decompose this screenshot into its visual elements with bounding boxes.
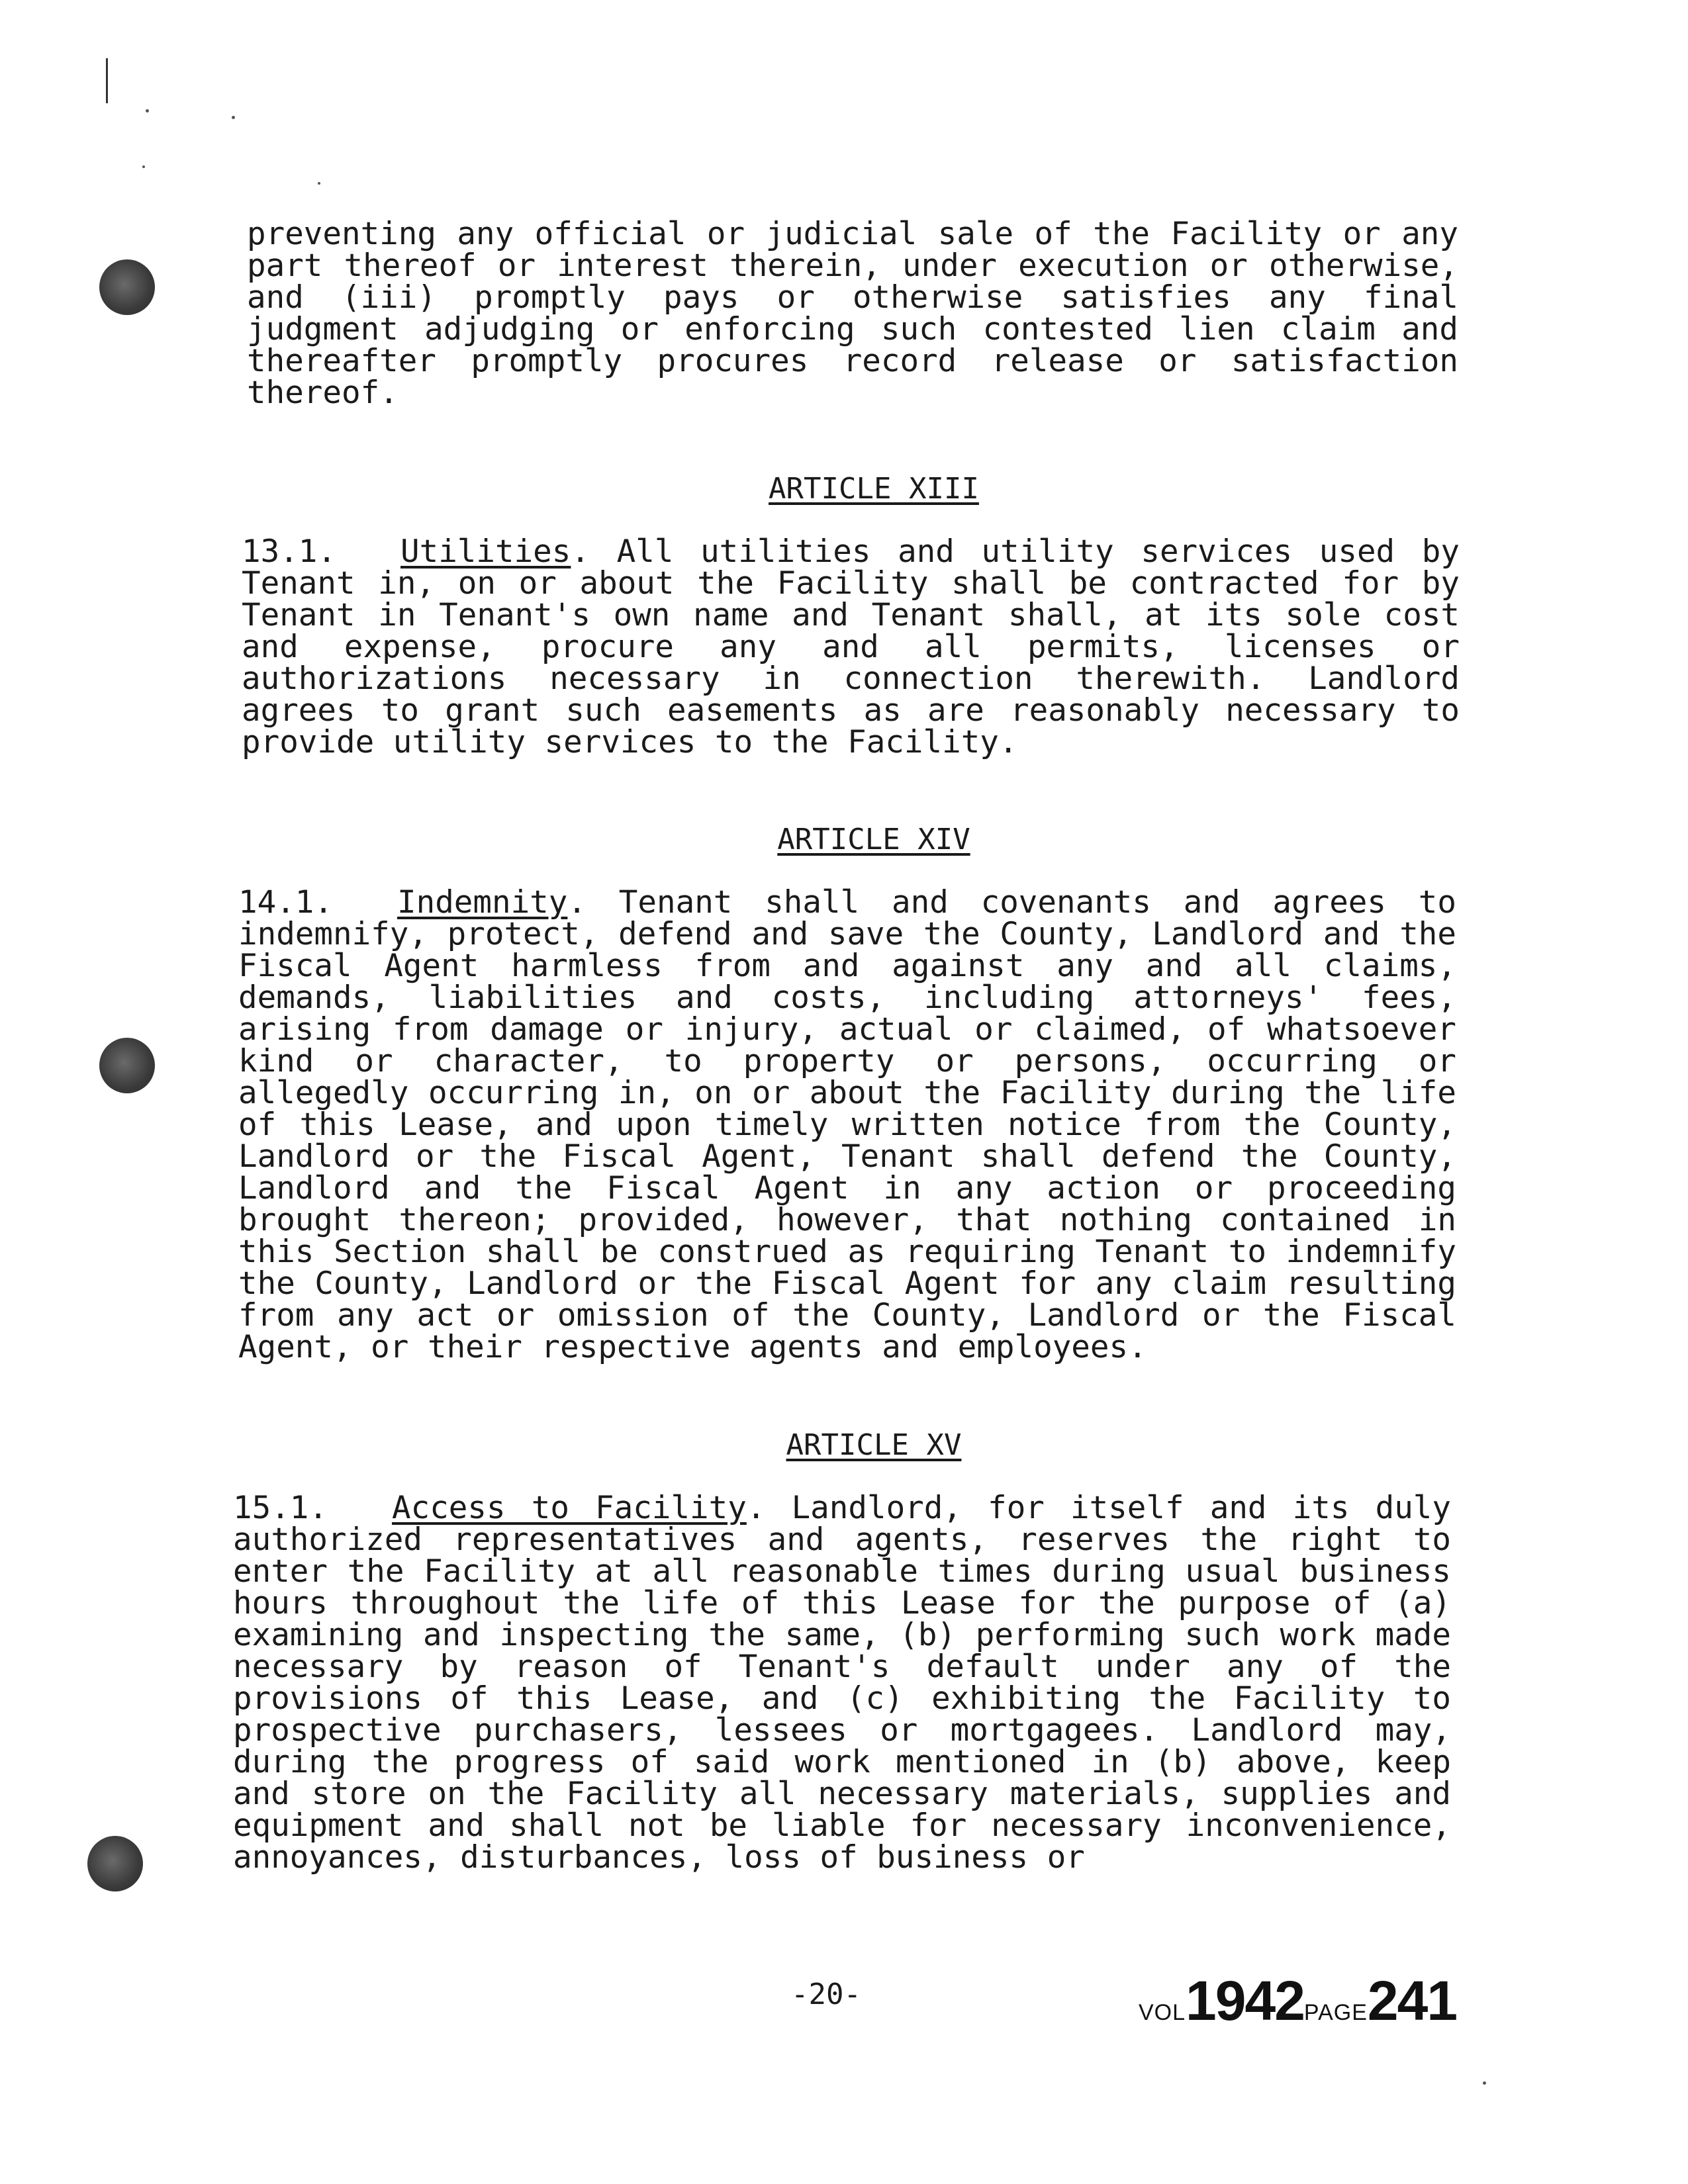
scan-speck: [1483, 2081, 1486, 2085]
section-number: 13.1.: [242, 533, 336, 570]
article-heading: [0, 824, 1688, 856]
article-heading-text: ARTICLE XV: [786, 1428, 962, 1462]
stamp-page-label: PAGE: [1303, 2000, 1368, 2025]
scan-speck: [318, 182, 320, 185]
section-body: . All utilities and utility services used by Tenant in, on or about the Facility shall be contracted for by Tenant in Tenant's own name and Tenant shall, at its sole cost and expense, procure any and all permits, licenses or authorizations necessary in connection therewith. Landlord agrees to grant such easements as are reasonably necessary to provide utility services to the Facility.: [242, 533, 1460, 760]
section-title: Access to Facility: [392, 1490, 747, 1526]
page-number: -20-: [791, 1978, 861, 2011]
section-title: Utilities: [400, 533, 571, 570]
stamp-page-number: 241: [1367, 1970, 1457, 2032]
article-heading-text: ARTICLE XIII: [769, 472, 979, 506]
recording-stamp: [1139, 1969, 1456, 2033]
article-section: [233, 1492, 1451, 1874]
punch-hole-middle: [99, 1038, 155, 1093]
scan-speck: [142, 165, 145, 168]
scan-speck: [232, 116, 235, 119]
punch-hole-bottom: [87, 1836, 143, 1891]
article-heading-text: ARTICLE XIV: [777, 823, 970, 856]
section-title: Indemnity: [397, 884, 568, 921]
section-number: 15.1.: [233, 1490, 328, 1526]
stamp-vol-label: VOL: [1139, 2000, 1186, 2025]
section-number: 14.1.: [238, 884, 333, 921]
scan-edge-mark: [106, 58, 108, 103]
article-heading: [0, 473, 1688, 505]
stamp-vol-number: 1942: [1186, 1970, 1304, 2032]
article-section: [238, 884, 1456, 1365]
continuation-paragraph: preventing any official or judicial sale of the Facility or any part thereof or interest therein, under execution or otherwise, and (iii) promptly pays or otherwise satisfies any final judgment adjudging or enforcing such contested lien claim and thereafter promptly procures record release or satisfaction thereof.: [247, 216, 1458, 411]
article-section: [242, 533, 1460, 760]
section-body: . Landlord, for itself and its duly authorized representatives and agents, reserves the right to enter the Facility at all reasonable times during usual business hours throughout the life of this Lease for the purpose of (a) examining and inspecting the same, (b) performing such work made necessary by reason of Tenant's default under any of the provisions of this Lease, and (c) exhibiting the Facility to prospective purchasers, lessees or mortgagees. Landlord may, during the progress of said work mentioned in (b) above, keep and store on the Facility all necessary materials, supplies and equipment and shall not be liable for necessary inconvenience, annoyances, disturbances, loss of business or: [233, 1490, 1451, 1876]
article-heading: [0, 1430, 1688, 1461]
punch-hole-top: [99, 259, 155, 315]
scan-speck: [146, 109, 149, 113]
section-body: . Tenant shall and covenants and agrees to indemnify, protect, defend and save the County, Landlord and the Fiscal Agent harmless from and against any and all claims, demands, liabilities and costs, including attorneys' fees, arising from damage or injury, actual or claimed, of whatsoever kind or character, to property or persons, occurring or allegedly occurring in, on or about the Facility during the life of this Lease, and upon timely written notice from the County, Landlord or the Fiscal Agent, Tenant shall defend the County, Landlord and the Fiscal Agent in any action or proceeding brought thereon; provided, however, that nothing contained in this Section shall be construed as requiring Tenant to indemnify the County, Landlord or the Fiscal Agent for any claim resulting from any act or omission of the County, Landlord or the Fiscal Agent, or their respective agents and employees.: [238, 884, 1456, 1365]
